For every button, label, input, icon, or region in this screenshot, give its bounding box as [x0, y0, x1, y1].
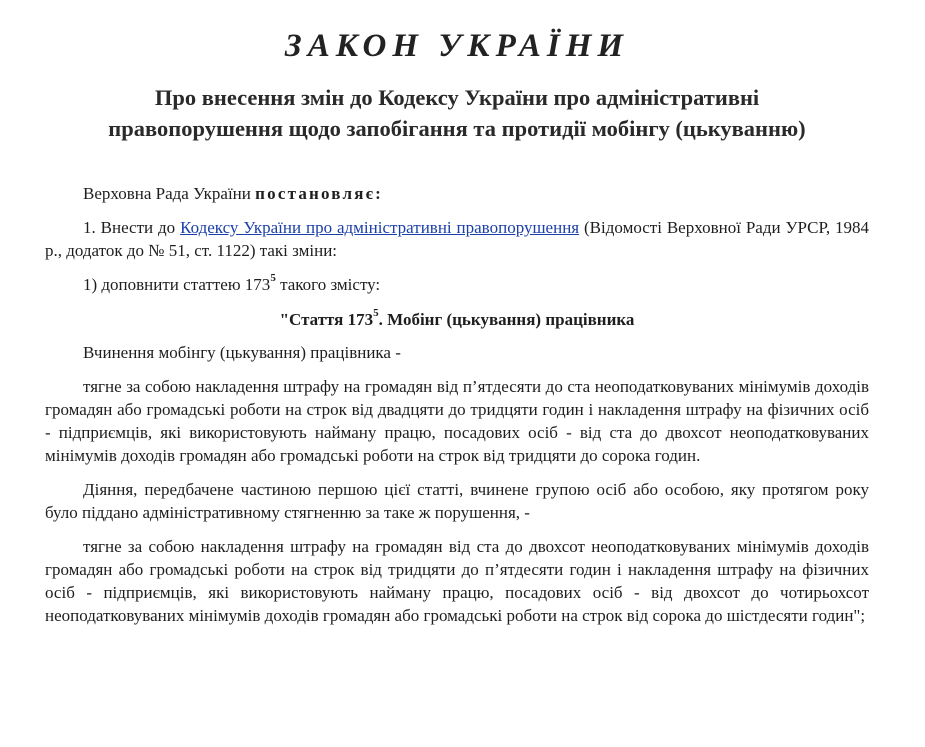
part-2-paragraph: Діяння, передбачене частиною першою цієї статті, вчинене групою осіб або особою, яку протягом року було піддано адміністративному стягненню за таке ж порушення, -: [45, 480, 869, 522]
subitem-1-paragraph: [45, 273, 869, 296]
code-link[interactable]: Кодексу України про адміністративні правопорушення: [180, 218, 580, 237]
item-1-paragraph: [45, 216, 869, 262]
resolves-emphasis: постановляє:: [255, 184, 383, 203]
article-heading: [45, 308, 869, 331]
subitem-1-sup: 5: [270, 272, 276, 285]
law-heading: ЗАКОН УКРАЇНИ: [284, 28, 630, 64]
subitem-1-tail: такого змісту:: [275, 275, 381, 294]
item-1-lead: 1. Внести до: [83, 218, 181, 237]
penalty-1-paragraph: тягне за собою накладення штрафу на громадян від п’ятдесяти до ста неоподатковуваних мінімумів доходів громадян або громадські роботи на строк від двадцяти до тридцяти годин і накладення штрафу на фізичних осіб - підприємців, які використовують найману працю, посадових осіб - від ста до двохсот неоподатковуваних мінімумів доходів громадян або громадські роботи на строк від тридцяти до сорока годин.: [45, 377, 869, 465]
article-sup: 5: [373, 307, 379, 320]
act-paragraph: Вчинення мобінгу (цькування) працівника -: [83, 343, 401, 362]
resolves-paragraph: [45, 182, 869, 205]
article-lead: "Стаття 173: [279, 310, 374, 329]
subitem-1-lead: 1) доповнити статтею 173: [83, 275, 271, 294]
law-title: Про внесення змін до Кодексу України про адміністративні правопорушення щодо запобігання та протидії мобінгу (цькуванню): [108, 85, 806, 141]
item-1-tail: (Відомості Верховної Ради УРСР, 1984 р., додаток до № 51, ст. 1122) такі зміни:: [45, 218, 869, 260]
article-tail: . Мобінг (цькування) працівника: [378, 310, 635, 329]
resolves-lead: Верховна Рада України: [83, 184, 256, 203]
penalty-2-paragraph: тягне за собою накладення штрафу на громадян від ста до двохсот неоподатковуваних мінімумів доходів громадян або громадські роботи на строк від тридцяти до п’ятдесяти годин і накладення штрафу на фізичних осіб - підприємців, які використовують найману працю, посадових осіб - від двохсот до чотирьохсот неоподатковуваних мінімумів доходів громадян або громадські роботи на строк від сорока до шістдесяти годин";: [45, 537, 869, 625]
